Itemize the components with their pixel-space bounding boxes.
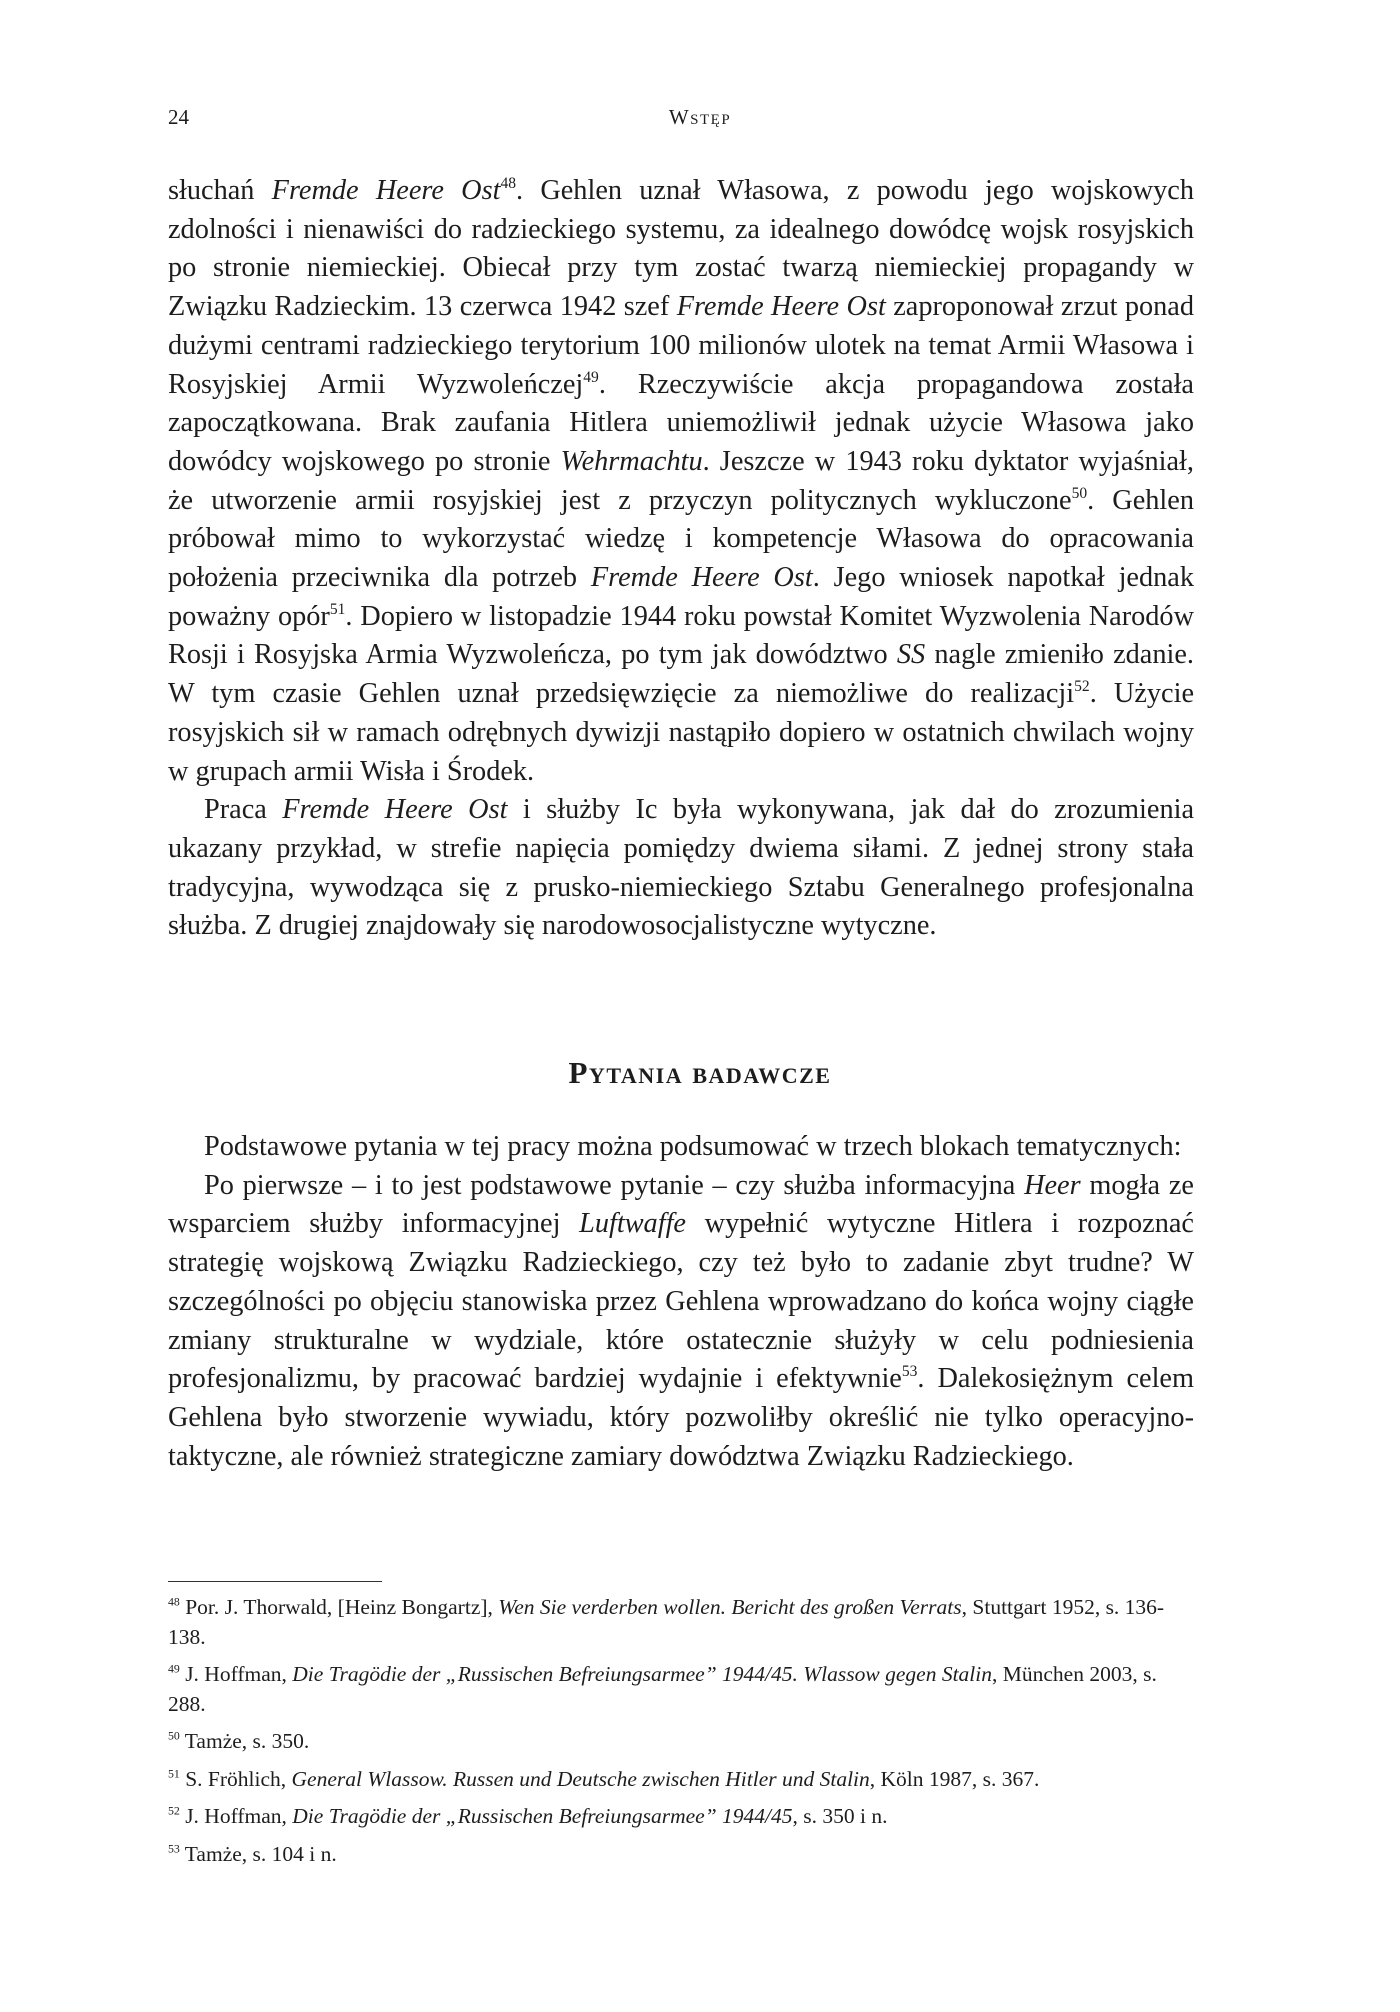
text-run: i służby Ic była wykonywana, jak dał do zrozumienia ukazany przykład, w strefie napięcia pomiędzy dwiema siłami. Z jednej strony stała tradycyjna, wywodząca się z prusko-niemieckiego Sztabu Generalnego profesjonalna służba. Z drugiej znajdowały się narodowosocjalistyczne wytyczne.: [168, 794, 1195, 942]
paragraph-1: [168, 172, 1194, 791]
text-run: mogła ze wsparciem służby informacyjnej: [168, 1169, 1194, 1240]
footnote-number: 49: [168, 1661, 180, 1676]
footnote-ref-52[interactable]: 52: [1074, 678, 1090, 696]
text-run: Po pierwsze – i to jest podstawowe pytanie – czy służba informacyjna: [204, 1169, 1025, 1201]
text-run: . Użycie rosyjskich sił w ramach odrębnych dywizji nastąpiło dopiero w ostatnich chwilach wojny w grupach armii Wisła i Środek.: [168, 678, 1195, 787]
italic-term: SS: [896, 639, 926, 671]
italic-term: Luftwaffe: [579, 1208, 686, 1240]
section-heading: Pytania badawcze: [568, 1055, 832, 1090]
body-text-upper: [168, 172, 1194, 946]
text-run: . Rzeczywiście akcja propagandowa została zapoczątkowana. Brak zaufania Hitlera uniemożliwił jednak użycie Własowa jako dowódcy wojskowego po stronie: [168, 368, 1194, 477]
footnote-text: J. Hoffman,: [179, 1804, 293, 1828]
footnote-text: , Köln 1987, s. 367.: [869, 1766, 1040, 1791]
footnote-ref-49[interactable]: 49: [583, 368, 599, 386]
text-run: . Dopiero w listopadzie 1944 roku powstał Komitet Wyzwolenia Narodów Rosji i Rosyjska Armia Wyzwoleńcza, po tym jak dowództwo: [168, 600, 1195, 671]
text-run: nagle zmieniło zdanie. W tym czasie Gehlen uznał przedsięwzięcie za niemożliwe do realizacji: [168, 639, 1194, 710]
footnote-separator: [168, 1581, 382, 1582]
page-number: 24: [168, 105, 189, 129]
paragraph-2: [168, 791, 1194, 946]
footnote-50: [168, 1727, 1194, 1757]
italic-term: Heer: [1024, 1169, 1081, 1201]
text-run: słuchań: [168, 175, 272, 206]
text-run: Podstawowe pytania w tej pracy można podsumować w trzech blokach tematycznych:: [204, 1131, 1182, 1162]
footnote-title: Wen Sie verderben wollen. Bericht des großen Verrats: [498, 1595, 962, 1619]
italic-term: Wehrmachtu: [560, 445, 703, 477]
footnote-ref-50[interactable]: 50: [1071, 484, 1088, 502]
footnote-ref-51[interactable]: 51: [329, 600, 346, 618]
footnote-number: 52: [168, 1803, 180, 1818]
footnote-text: , Stuttgart 1952, s. 136-138.: [168, 1595, 1165, 1649]
footnote-number: 51: [168, 1766, 180, 1781]
footnote-48: [168, 1593, 1194, 1652]
italic-term: Fremde Heere Ost: [271, 175, 501, 206]
italic-term: Fremde Heere Ost: [676, 291, 886, 323]
footnote-title: Die Tragödie der „Russischen Befreiungsarmee” 1944/45. Wlassow gegen Stalin: [292, 1662, 992, 1686]
text-run: . Gehlen uznał Własowa, z powodu jego wojskowych zdolności i nienawiści do radzieckiego systemu, za idealnego dowódcę wojsk rosyjskich po stronie niemieckiej. Obiecał przy tym zostać twarzą niemieckiej propagandy w Związku Radzieckim. 13 czerwca 1942 szef: [168, 175, 1195, 323]
text-run: . Dalekosiężnym celem Gehlena było stworzenie wywiadu, który pozwoliłby określić nie tylko operacyjno-taktyczne, ale również strategiczne zamiary dowództwa Związku Radzieckiego.: [168, 1363, 1194, 1472]
footnote-ref-48[interactable]: 48: [500, 175, 517, 193]
footnote-ref-53[interactable]: 53: [901, 1363, 918, 1381]
footnote-text: , s. 350 i n.: [792, 1804, 888, 1828]
footnote-text: Tamże, s. 350.: [179, 1729, 310, 1753]
footnote-number: 53: [168, 1841, 180, 1856]
footnote-title: General Wlassow. Russen und Deutsche zwischen Hitler und Stalin: [291, 1766, 870, 1791]
footnote-title: Die Tragödie der „Russischen Befreiungsarmee” 1944/45: [292, 1804, 793, 1828]
footnote-number: 50: [168, 1728, 180, 1743]
footnote-text: Por. J. Thorwald, [Heinz Bongartz],: [179, 1595, 499, 1619]
footnote-text: J. Hoffman,: [179, 1662, 293, 1686]
footnotes: [168, 1593, 1194, 1877]
body-text-lower: [168, 1128, 1194, 1476]
italic-term: Fremde Heere Ost: [282, 794, 508, 826]
footnote-number: 48: [168, 1594, 180, 1609]
text-run: . Jego wniosek napotkał jednak poważny opór: [168, 562, 1194, 632]
text-run: wypełnić wytyczne Hitlera i rozpoznać strategię wojskową Związku Radzieckiego, czy też było to zadanie zbyt trudne? W szczególności po objęciu stanowiska przez Gehlena wprowadzano do końca wojny ciągłe zmiany strukturalne w wydziale, które ostatecznie służyły w celu podniesienia profesjonalizmu, by pracować bardziej wydajnie i efektywnie: [168, 1208, 1194, 1395]
footnote-52: [168, 1802, 1194, 1832]
footnote-49: [168, 1660, 1194, 1719]
footnote-51: [168, 1765, 1194, 1795]
text-run: zaproponował zrzut ponad dużymi centrami radzieckiego terytorium 100 milionów ulotek na temat Armii Własowa i Rosyjskiej Armii Wyzwoleńczej: [168, 291, 1194, 400]
italic-term: Fremde Heere Ost: [590, 562, 813, 594]
footnote-53: [168, 1840, 1194, 1870]
text-run: . Gehlen próbował mimo to wykorzystać wiedzę i kompetencje Własowa do opracowania położenia przeciwnika dla potrzeb: [168, 484, 1194, 594]
footnote-text: Tamże, s. 104 i n.: [179, 1841, 337, 1866]
footnote-text: , München 2003, s. 288.: [168, 1662, 1157, 1716]
text-run: . Jeszcze w 1943 roku dyktator wyjaśniał, że utworzenie armii rosyjskiej jest z przyczyn politycznych wykluczone: [168, 445, 1194, 516]
footnote-text: S. Fröhlich,: [179, 1766, 292, 1791]
text-run: Praca: [204, 794, 283, 826]
paragraph-3: [168, 1128, 1194, 1167]
running-head: Wstęp: [668, 105, 732, 129]
paragraph-4: [168, 1167, 1194, 1477]
